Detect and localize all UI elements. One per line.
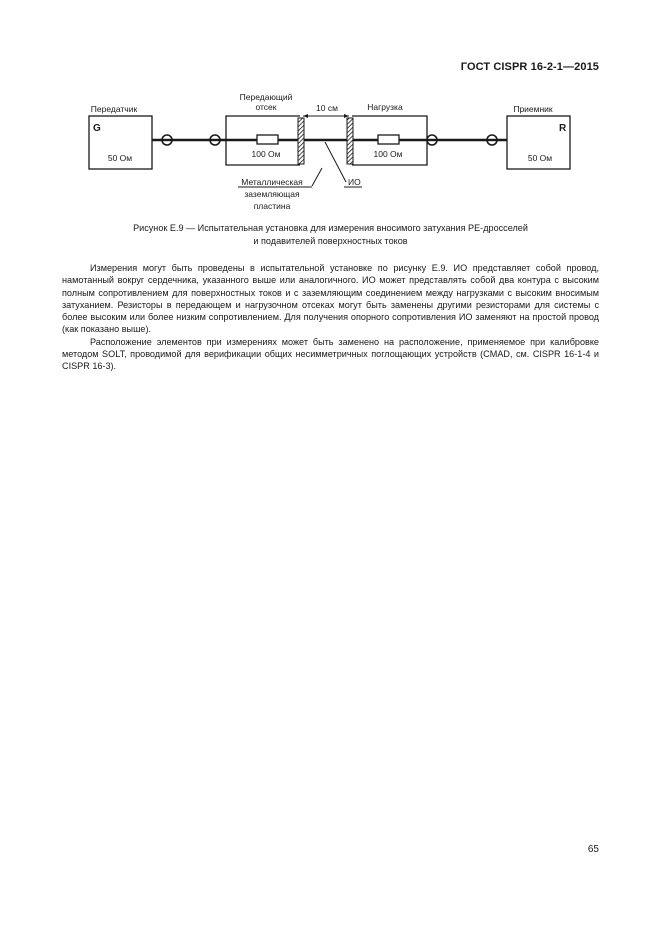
caption-line-2: и подавителей поверхностных токов [253, 236, 408, 246]
left-resistor [257, 135, 278, 144]
paragraph-1: Измерения могут быть проведены в испытательной установке по рисунку Е.9. ИО представляет собой провод, намотанный вокруг сердечника, указанного выше или аналогичного. ИО может представлять собой два контура с высоким полным сопротивлением для поверхностных токов и с заземляющим соединением между нагрузками с высоким вносимым затуханием. Резисторы в передающем и нагрузочном отсеках могут быть заменены другими резисторами для системы с более высоким или более низким сопротивлением. Для получения опорного сопротивления ИО заменяют на простой провод (как показано выше). [62, 263, 599, 335]
figure-caption [60, 222, 601, 248]
io-label: ИО [348, 177, 361, 187]
page-number: 65 [587, 844, 599, 855]
body-text [62, 262, 599, 373]
ground-plate-right [347, 118, 353, 164]
receiver-label: Приемник [513, 104, 553, 114]
transmit-section-label-2: отсек [255, 102, 277, 112]
plate-label-3: пластина [253, 201, 291, 211]
transmitter-letter: G [93, 123, 101, 134]
left-resistor-label: 100 Ом [251, 149, 281, 159]
connector-left-outer [162, 135, 172, 145]
connector-left-inner [210, 135, 220, 145]
load-label: Нагрузка [367, 102, 403, 112]
connector-right-inner [427, 135, 437, 145]
receiver-letter: R [559, 123, 567, 134]
gap-label: 10 см [316, 103, 338, 113]
plate-label-2: заземляющая [244, 189, 300, 199]
right-resistor [378, 135, 399, 144]
plate-leader-line [312, 168, 322, 186]
gap-arrow-left [303, 114, 308, 118]
transmit-section-label-1: Передающий [239, 92, 293, 102]
transmitter-label: Передатчик [90, 104, 138, 114]
paragraph-2: Расположение элементов при измерениях может быть заменено на расположение, применяемое при калибровке методом SOLT, проводимой для верификации общих несимметричных поглощающих устройств (CMAD, см. CISPR 16-1-4 и CISPR 16-3). [62, 336, 599, 372]
gap-arrow-right [344, 114, 349, 118]
document-id: ГОСТ CISPR 16-2-1—2015 [460, 61, 599, 73]
receiver-impedance: 50 Ом [527, 153, 553, 163]
right-resistor-label: 100 Ом [373, 149, 403, 159]
caption-line-1: Рисунок Е.9 — Испытательная установка для измерения вносимого затухания PE-дросселей [133, 223, 528, 233]
test-setup-diagram [0, 0, 661, 230]
transmitter-impedance: 50 Ом [107, 153, 133, 163]
io-leader-line [325, 142, 346, 182]
ground-plate-left [298, 118, 304, 164]
plate-label-1: Металлическая [241, 177, 303, 187]
connector-right-outer [487, 135, 497, 145]
